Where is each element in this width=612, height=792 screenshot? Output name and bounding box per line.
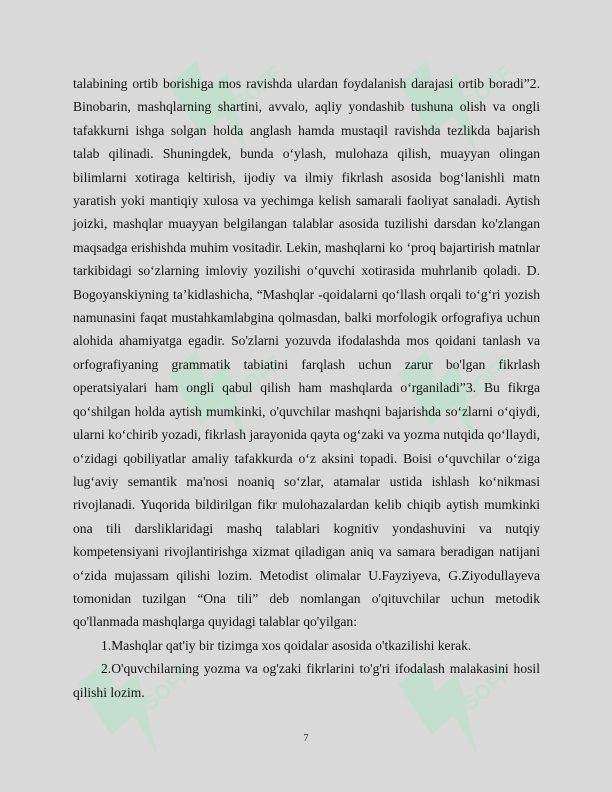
svg-text:SOFF: SOFF	[458, 661, 517, 716]
body-text-block	[73, 72, 540, 704]
svg-text:SOFF: SOFF	[458, 351, 517, 406]
svg-text:SOFF: SOFF	[138, 661, 197, 716]
page-number: 7	[303, 733, 309, 744]
svg-text:SOFF: SOFF	[458, 61, 517, 116]
list-item: 1.Mashqlar qat'iy bir tizimga xos qoidalar asosida o'tkazilishi kerak.	[101, 637, 472, 653]
body-paragraph: talabining ortib borishiga mos ravishda ulardan foydalanish darajasi ortib boradi”2. Binobarin, mashqlarning shartini, avvalo, aqliy yondashib tushuna olish va ongli tafakkurni ishga solgan holda anglash hamda mustaqil ravishda tezlikda bajarish talab qilinadi. Shuningdek, bunda o‘ylash, mulohaza qilish, muayyan olingan bilimlarni xotiraga keltirish, ijodiy va ilmiy fikrlash asosida bog‘lanishli matn yaratish yoki mantiqiy xulosa va yechimga kelish samarali faoliyat sanaladi. Aytish joizki, mashqlar muayyan belgilangan talablar asosida tuzilishi darsdan ko'zlangan maqsadga erishishda muhim vositadir. Lekin, mashqlarni ko ‘proq bajartirish matnlar tarkibidagi so‘zlarning imloviy yozilishi o‘quvchi xotirasida muhrlanib qoladi. D. Bogoyanskiyning ta’kidlashicha, “Mashqlar -qoidalarni qo‘llash orqali to‘g‘ri yozish namunasini faqat mustahkamlabgina qolmasdan, balki morfologik orfografiya uchun alohida ahamiyatga egadir. So'zlarni yozuvda ifodalashda mos qoidani tanlash va orfografiyaning grammatik tabiatini farqlash uchun zarur bo'lgan fikrlash operatsiyalari ham ongli qabul qilish ham mashqlarda o‘rganiladi”3. Bu fikrga qo‘shilgan holda aytish mumkinki, o'quvchilar mashqni bajarishda so‘zlarni o‘qiydi, ularni ko‘chirib yozadi, fikrlash jarayonida qayta og‘zaki va yozma nutqida qo‘llaydi, o‘zidagi qobiliyatlar amaliy tafakkurda o‘z aksini topadi. Boisi o‘quvchilar o‘ziga lug‘aviy semantik ma'nosi noaniq so‘zlar, atamalar ustida ishlash ko‘nikmasi rivojlanadi. Yuqorida bildirilgan fikr mulohazalardan kelib chiqib aytish mumkinki ona tili darsliklaridagi mashq talablari kognitiv yondashuvini va nutqiy kompetensiyani rivojlantirishga xizmat qiladigan aniq va samara beradigan natijani o‘zida mujassam qilishi lozim. Metodist olimalar U.Fayziyeva, G.Ziyodullayeva tomonidan tuzilgan “Ona tili” deb nomlangan o'qituvchilar uchun metodik qo'llanmada mashqlarga quyidagi talablar qo'yilgan:	[73, 76, 540, 630]
svg-text:SOFF: SOFF	[228, 61, 287, 116]
svg-text:SOFF: SOFF	[228, 351, 287, 406]
list-item: 2.O'quvchilarning yozma va og'zaki fikrlarini to'g'ri ifodalash malakasini hosil qilishi lozim.	[73, 661, 540, 700]
